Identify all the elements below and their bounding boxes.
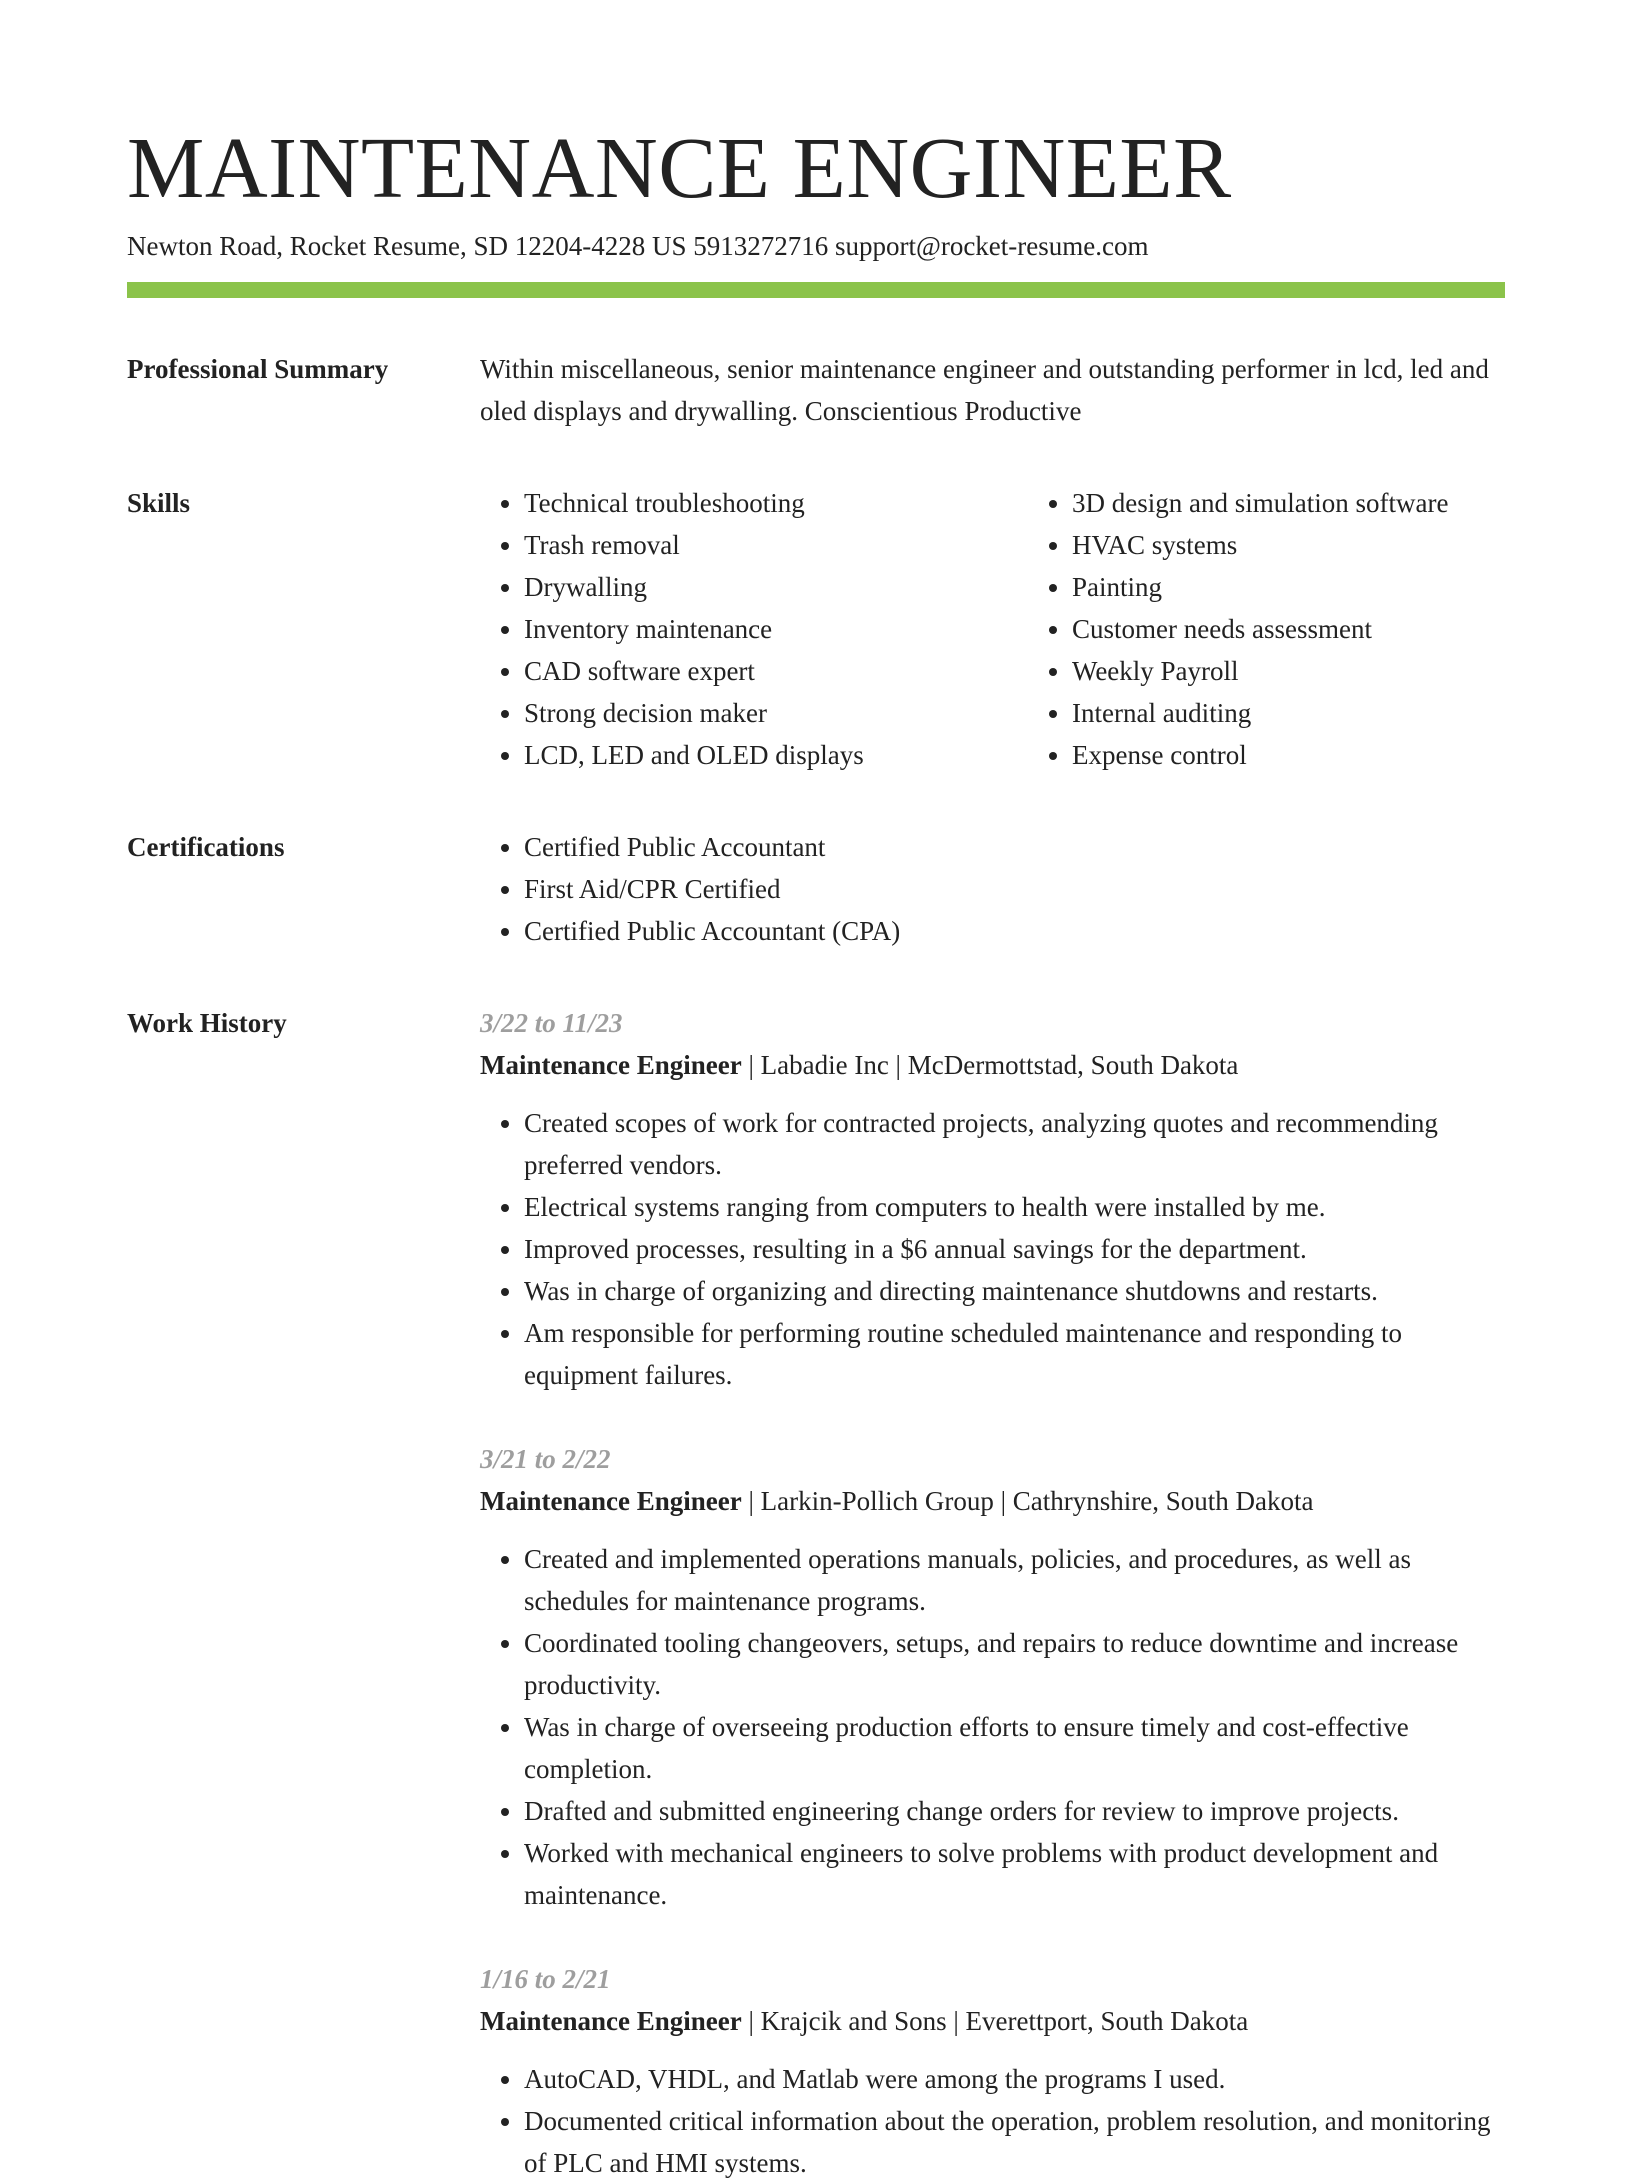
job-bullet: • Was in charge of overseeing production efforts to ensure timely and cost-effective completion. — [524, 1706, 1505, 1790]
work-history-heading: Work History — [127, 1008, 287, 1039]
skill-item: • Expense control — [1072, 734, 1576, 776]
skill-item: • LCD, LED and OLED displays — [524, 734, 1028, 776]
summary-section — [127, 348, 1505, 432]
header-divider — [127, 282, 1505, 298]
certification-item: • First Aid/CPR Certified — [524, 868, 1505, 910]
skill-item: • Technical troubleshooting — [524, 482, 1028, 524]
skill-item: • CAD software expert — [524, 650, 1028, 692]
job-entry — [480, 1438, 1505, 1916]
job-title: Maintenance Engineer — [480, 1486, 742, 1517]
certification-item: • Certified Public Accountant (CPA) — [524, 910, 1505, 952]
job-dates: 3/22 to 11/23 — [480, 1008, 623, 1039]
skills-section — [127, 482, 1505, 776]
certifications-list — [480, 826, 1505, 952]
job-bullet: • Improved processes, resulting in a $6 annual savings for the department. — [524, 1228, 1505, 1270]
certification-item: • Certified Public Accountant — [524, 826, 1505, 868]
skill-item: • Drywalling — [524, 566, 1028, 608]
job-title: Maintenance Engineer — [480, 2006, 742, 2037]
job-bullet: • Documented critical information about the operation, problem resolution, and monitoring of PLC and HMI systems. — [524, 2100, 1505, 2184]
job-bullets — [480, 1538, 1505, 1916]
certifications-section — [127, 826, 1505, 952]
job-details: | Labadie Inc | McDermottstad, South Dakota — [741, 1050, 1239, 1081]
job-entry — [480, 1958, 1505, 2184]
certifications-heading: Certifications — [127, 832, 285, 863]
resume-page — [127, 0, 1505, 2184]
contact-line: Newton Road, Rocket Resume, SD 12204-4228 US 5913272716 support@rocket-resume.com — [127, 231, 1149, 262]
skill-item: • Strong decision maker — [524, 692, 1028, 734]
job-bullet: • Coordinated tooling changeovers, setups, and repairs to reduce downtime and increase productivity. — [524, 1622, 1505, 1706]
skill-item: • Painting — [1072, 566, 1576, 608]
skill-item: • 3D design and simulation software — [1072, 482, 1576, 524]
skill-item: • Internal auditing — [1072, 692, 1576, 734]
skill-item: • Trash removal — [524, 524, 1028, 566]
job-header — [480, 2000, 1505, 2042]
summary-text: Within miscellaneous, senior maintenance engineer and outstanding performer in lcd, led and oled displays and drywalling. Conscientious Productive — [480, 354, 1489, 427]
job-bullet: • Am responsible for performing routine scheduled maintenance and responding to equipment failures. — [524, 1312, 1505, 1396]
job-bullet: • AutoCAD, VHDL, and Matlab were among the programs I used. — [524, 2058, 1505, 2100]
job-bullet: • Was in charge of organizing and directing maintenance shutdowns and restarts. — [524, 1270, 1505, 1312]
skill-item: • Inventory maintenance — [524, 608, 1028, 650]
job-bullets — [480, 2058, 1505, 2184]
skills-heading: Skills — [127, 488, 191, 519]
job-details: | Krajcik and Sons | Everettport, South Dakota — [741, 2006, 1249, 2037]
work-history-section — [127, 1002, 1505, 2184]
job-bullets — [480, 1102, 1505, 1396]
job-header — [480, 1044, 1505, 1086]
skill-item: • Weekly Payroll — [1072, 650, 1576, 692]
job-details: | Larkin-Pollich Group | Cathrynshire, South Dakota — [741, 1486, 1314, 1517]
job-bullet: • Created scopes of work for contracted projects, analyzing quotes and recommending preferred vendors. — [524, 1102, 1505, 1186]
job-dates: 1/16 to 2/21 — [480, 1964, 611, 1995]
skills-list-right — [1028, 482, 1576, 776]
summary-heading: Professional Summary — [127, 354, 389, 385]
job-title: Maintenance Engineer — [480, 1050, 742, 1081]
job-entry — [480, 1002, 1505, 1396]
job-bullet: • Electrical systems ranging from computers to health were installed by me. — [524, 1186, 1505, 1228]
job-dates: 3/21 to 2/22 — [480, 1444, 611, 1475]
skill-item: • HVAC systems — [1072, 524, 1576, 566]
job-header — [480, 1480, 1505, 1522]
skill-item: • Customer needs assessment — [1072, 608, 1576, 650]
job-bullet: • Worked with mechanical engineers to solve problems with product development and maintenance. — [524, 1832, 1505, 1916]
skills-list-left — [480, 482, 1028, 776]
job-bullet: • Drafted and submitted engineering change orders for review to improve projects. — [524, 1790, 1505, 1832]
job-bullet: • Created and implemented operations manuals, policies, and procedures, as well as schedules for maintenance programs. — [524, 1538, 1505, 1622]
resume-title: MAINTENANCE ENGINEER — [127, 119, 1232, 216]
